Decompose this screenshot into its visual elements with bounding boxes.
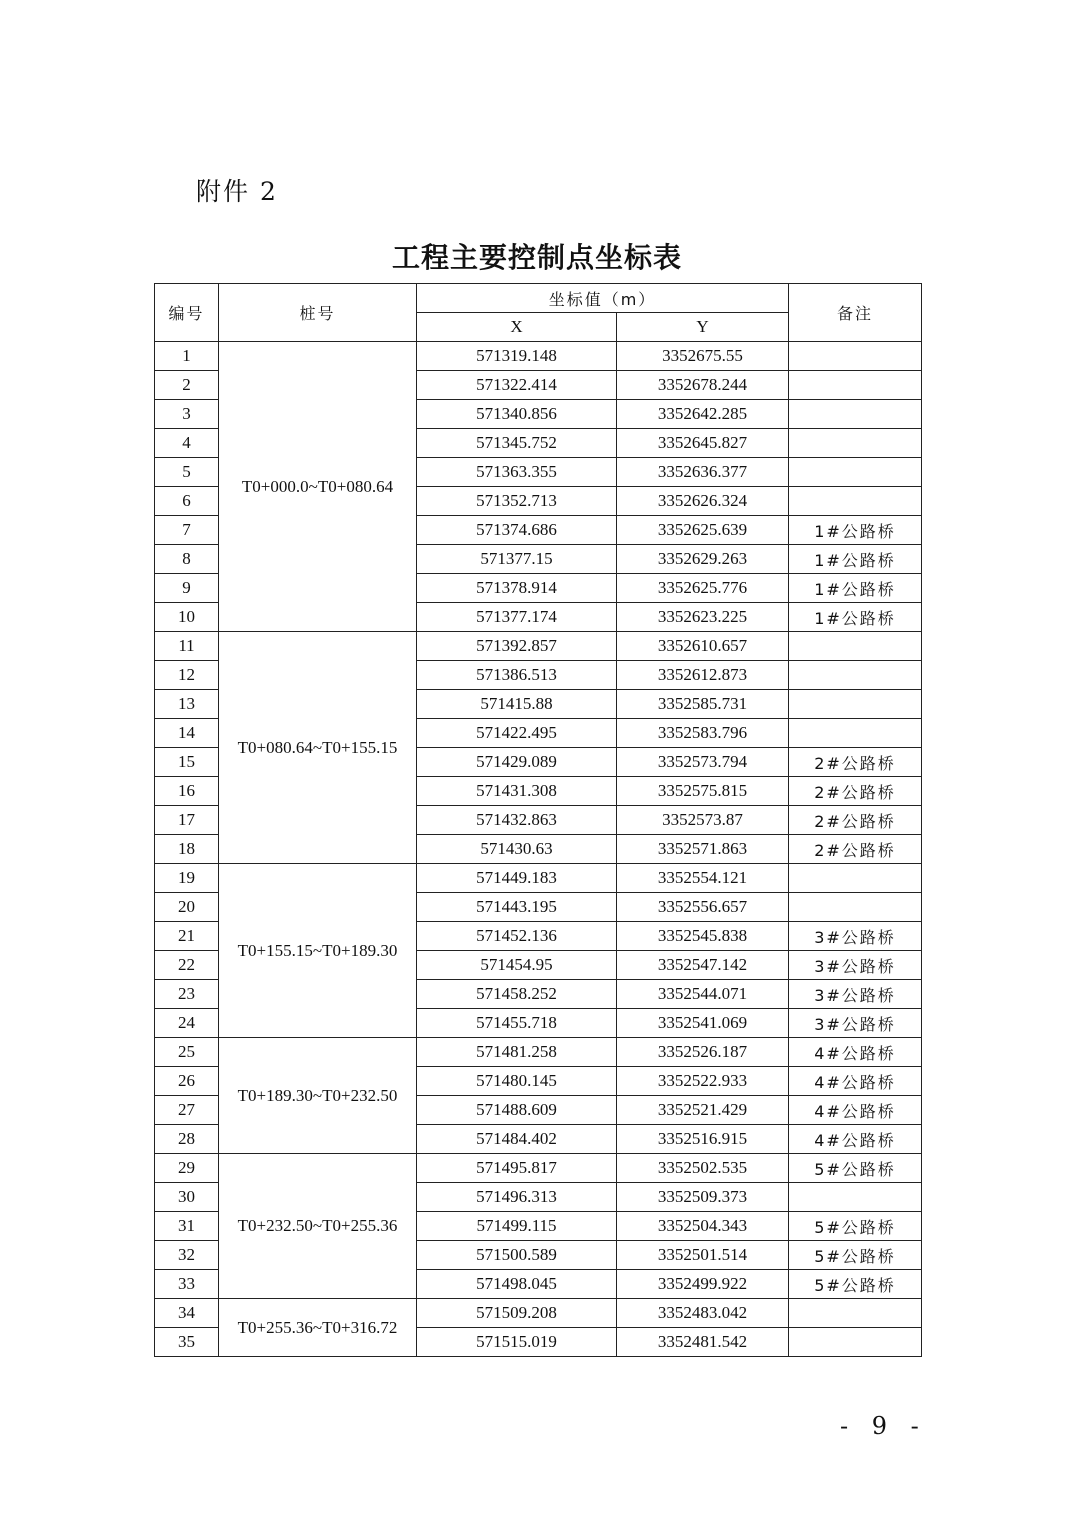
cell-y: 3352554.121 bbox=[617, 864, 789, 893]
page-number: - 9 - bbox=[840, 1412, 927, 1440]
cell-y: 3352547.142 bbox=[617, 951, 789, 980]
cell-remark bbox=[789, 342, 922, 371]
cell-remark: 2#公路桥 bbox=[789, 777, 922, 806]
cell-remark bbox=[789, 429, 922, 458]
cell-x: 571322.414 bbox=[417, 371, 617, 400]
cell-y: 3352481.542 bbox=[617, 1328, 789, 1357]
cell-y: 3352636.377 bbox=[617, 458, 789, 487]
cell-y: 3352526.187 bbox=[617, 1038, 789, 1067]
cell-y: 3352521.429 bbox=[617, 1096, 789, 1125]
cell-remark: 4#公路桥 bbox=[789, 1125, 922, 1154]
cell-x: 571340.856 bbox=[417, 400, 617, 429]
cell-station: T0+000.0~T0+080.64 bbox=[219, 342, 417, 632]
cell-y: 3352556.657 bbox=[617, 893, 789, 922]
cell-y: 3352571.863 bbox=[617, 835, 789, 864]
cell-no: 27 bbox=[155, 1096, 219, 1125]
cell-remark: 1#公路桥 bbox=[789, 603, 922, 632]
cell-no: 12 bbox=[155, 661, 219, 690]
cell-remark: 1#公路桥 bbox=[789, 574, 922, 603]
cell-x: 571352.713 bbox=[417, 487, 617, 516]
table-body bbox=[155, 342, 922, 1357]
cell-no: 6 bbox=[155, 487, 219, 516]
cell-y: 3352583.796 bbox=[617, 719, 789, 748]
cell-x: 571319.148 bbox=[417, 342, 617, 371]
table-row bbox=[155, 864, 922, 893]
cell-x: 571452.136 bbox=[417, 922, 617, 951]
cell-no: 16 bbox=[155, 777, 219, 806]
cell-remark bbox=[789, 487, 922, 516]
cell-y: 3352502.535 bbox=[617, 1154, 789, 1183]
cell-remark: 4#公路桥 bbox=[789, 1038, 922, 1067]
cell-y: 3352585.731 bbox=[617, 690, 789, 719]
page-title: 工程主要控制点坐标表 bbox=[391, 241, 682, 274]
cell-y: 3352541.069 bbox=[617, 1009, 789, 1038]
table-row bbox=[155, 632, 922, 661]
cell-y: 3352612.873 bbox=[617, 661, 789, 690]
cell-no: 1 bbox=[155, 342, 219, 371]
cell-remark bbox=[789, 864, 922, 893]
cell-remark: 5#公路桥 bbox=[789, 1212, 922, 1241]
cell-x: 571480.145 bbox=[417, 1067, 617, 1096]
cell-remark bbox=[789, 719, 922, 748]
cell-station: T0+155.15~T0+189.30 bbox=[219, 864, 417, 1038]
cell-y: 3352499.922 bbox=[617, 1270, 789, 1299]
cell-x: 571449.183 bbox=[417, 864, 617, 893]
cell-no: 25 bbox=[155, 1038, 219, 1067]
cell-remark: 2#公路桥 bbox=[789, 806, 922, 835]
cell-y: 3352545.838 bbox=[617, 922, 789, 951]
cell-no: 23 bbox=[155, 980, 219, 1009]
cell-no: 24 bbox=[155, 1009, 219, 1038]
header-remark: 备注 bbox=[789, 284, 922, 342]
cell-no: 29 bbox=[155, 1154, 219, 1183]
cell-x: 571454.95 bbox=[417, 951, 617, 980]
cell-x: 571345.752 bbox=[417, 429, 617, 458]
cell-remark: 4#公路桥 bbox=[789, 1096, 922, 1125]
header-station: 桩号 bbox=[219, 284, 417, 342]
cell-no: 5 bbox=[155, 458, 219, 487]
cell-x: 571443.195 bbox=[417, 893, 617, 922]
cell-no: 13 bbox=[155, 690, 219, 719]
cell-x: 571455.718 bbox=[417, 1009, 617, 1038]
cell-remark: 5#公路桥 bbox=[789, 1154, 922, 1183]
cell-no: 11 bbox=[155, 632, 219, 661]
header-x: X bbox=[417, 313, 617, 342]
cell-x: 571386.513 bbox=[417, 661, 617, 690]
cell-y: 3352573.87 bbox=[617, 806, 789, 835]
cell-x: 571481.258 bbox=[417, 1038, 617, 1067]
coordinate-table bbox=[154, 283, 922, 1357]
cell-no: 30 bbox=[155, 1183, 219, 1212]
header-y: Y bbox=[617, 313, 789, 342]
cell-y: 3352509.373 bbox=[617, 1183, 789, 1212]
cell-no: 21 bbox=[155, 922, 219, 951]
cell-x: 571484.402 bbox=[417, 1125, 617, 1154]
cell-y: 3352675.55 bbox=[617, 342, 789, 371]
cell-remark: 5#公路桥 bbox=[789, 1270, 922, 1299]
cell-no: 28 bbox=[155, 1125, 219, 1154]
cell-remark bbox=[789, 400, 922, 429]
cell-y: 3352625.639 bbox=[617, 516, 789, 545]
cell-y: 3352522.933 bbox=[617, 1067, 789, 1096]
cell-remark bbox=[789, 1183, 922, 1212]
cell-no: 33 bbox=[155, 1270, 219, 1299]
cell-y: 3352516.915 bbox=[617, 1125, 789, 1154]
cell-y: 3352626.324 bbox=[617, 487, 789, 516]
cell-station: T0+232.50~T0+255.36 bbox=[219, 1154, 417, 1299]
cell-station: T0+189.30~T0+232.50 bbox=[219, 1038, 417, 1154]
cell-x: 571377.174 bbox=[417, 603, 617, 632]
cell-no: 34 bbox=[155, 1299, 219, 1328]
cell-remark: 1#公路桥 bbox=[789, 516, 922, 545]
attachment-label: 附件 2 bbox=[196, 177, 278, 206]
cell-no: 15 bbox=[155, 748, 219, 777]
cell-x: 571392.857 bbox=[417, 632, 617, 661]
cell-no: 14 bbox=[155, 719, 219, 748]
cell-no: 3 bbox=[155, 400, 219, 429]
table-row bbox=[155, 1154, 922, 1183]
cell-remark: 2#公路桥 bbox=[789, 748, 922, 777]
cell-no: 9 bbox=[155, 574, 219, 603]
cell-remark: 2#公路桥 bbox=[789, 835, 922, 864]
cell-remark: 3#公路桥 bbox=[789, 951, 922, 980]
cell-remark: 5#公路桥 bbox=[789, 1241, 922, 1270]
cell-y: 3352483.042 bbox=[617, 1299, 789, 1328]
cell-y: 3352678.244 bbox=[617, 371, 789, 400]
cell-y: 3352629.263 bbox=[617, 545, 789, 574]
cell-no: 20 bbox=[155, 893, 219, 922]
cell-x: 571431.308 bbox=[417, 777, 617, 806]
cell-x: 571377.15 bbox=[417, 545, 617, 574]
cell-remark: 3#公路桥 bbox=[789, 980, 922, 1009]
table-row bbox=[155, 1038, 922, 1067]
cell-x: 571363.355 bbox=[417, 458, 617, 487]
cell-no: 10 bbox=[155, 603, 219, 632]
cell-remark bbox=[789, 893, 922, 922]
cell-no: 26 bbox=[155, 1067, 219, 1096]
cell-station: T0+080.64~T0+155.15 bbox=[219, 632, 417, 864]
cell-x: 571422.495 bbox=[417, 719, 617, 748]
cell-remark bbox=[789, 632, 922, 661]
cell-y: 3352575.815 bbox=[617, 777, 789, 806]
header-coord: 坐标值（m） bbox=[417, 284, 789, 313]
cell-x: 571374.686 bbox=[417, 516, 617, 545]
cell-x: 571378.914 bbox=[417, 574, 617, 603]
cell-y: 3352573.794 bbox=[617, 748, 789, 777]
header-no: 编号 bbox=[155, 284, 219, 342]
cell-no: 17 bbox=[155, 806, 219, 835]
cell-x: 571458.252 bbox=[417, 980, 617, 1009]
cell-no: 31 bbox=[155, 1212, 219, 1241]
cell-x: 571432.863 bbox=[417, 806, 617, 835]
cell-y: 3352625.776 bbox=[617, 574, 789, 603]
cell-remark bbox=[789, 1299, 922, 1328]
cell-no: 8 bbox=[155, 545, 219, 574]
cell-no: 2 bbox=[155, 371, 219, 400]
cell-no: 18 bbox=[155, 835, 219, 864]
cell-no: 32 bbox=[155, 1241, 219, 1270]
cell-remark: 1#公路桥 bbox=[789, 545, 922, 574]
cell-x: 571500.589 bbox=[417, 1241, 617, 1270]
cell-y: 3352501.514 bbox=[617, 1241, 789, 1270]
cell-y: 3352642.285 bbox=[617, 400, 789, 429]
cell-x: 571495.817 bbox=[417, 1154, 617, 1183]
cell-x: 571488.609 bbox=[417, 1096, 617, 1125]
cell-no: 35 bbox=[155, 1328, 219, 1357]
cell-y: 3352623.225 bbox=[617, 603, 789, 632]
cell-remark bbox=[789, 371, 922, 400]
cell-no: 4 bbox=[155, 429, 219, 458]
cell-y: 3352645.827 bbox=[617, 429, 789, 458]
cell-no: 22 bbox=[155, 951, 219, 980]
table-row bbox=[155, 1299, 922, 1328]
cell-remark bbox=[789, 458, 922, 487]
cell-no: 7 bbox=[155, 516, 219, 545]
cell-remark: 3#公路桥 bbox=[789, 922, 922, 951]
cell-y: 3352504.343 bbox=[617, 1212, 789, 1241]
cell-remark bbox=[789, 1328, 922, 1357]
cell-y: 3352610.657 bbox=[617, 632, 789, 661]
cell-x: 571430.63 bbox=[417, 835, 617, 864]
cell-y: 3352544.071 bbox=[617, 980, 789, 1009]
cell-x: 571415.88 bbox=[417, 690, 617, 719]
cell-x: 571429.089 bbox=[417, 748, 617, 777]
cell-x: 571496.313 bbox=[417, 1183, 617, 1212]
cell-x: 571509.208 bbox=[417, 1299, 617, 1328]
cell-x: 571498.045 bbox=[417, 1270, 617, 1299]
cell-x: 571515.019 bbox=[417, 1328, 617, 1357]
table-row bbox=[155, 342, 922, 371]
cell-station: T0+255.36~T0+316.72 bbox=[219, 1299, 417, 1357]
cell-no: 19 bbox=[155, 864, 219, 893]
cell-remark: 3#公路桥 bbox=[789, 1009, 922, 1038]
cell-remark bbox=[789, 690, 922, 719]
cell-remark: 4#公路桥 bbox=[789, 1067, 922, 1096]
cell-remark bbox=[789, 661, 922, 690]
cell-x: 571499.115 bbox=[417, 1212, 617, 1241]
